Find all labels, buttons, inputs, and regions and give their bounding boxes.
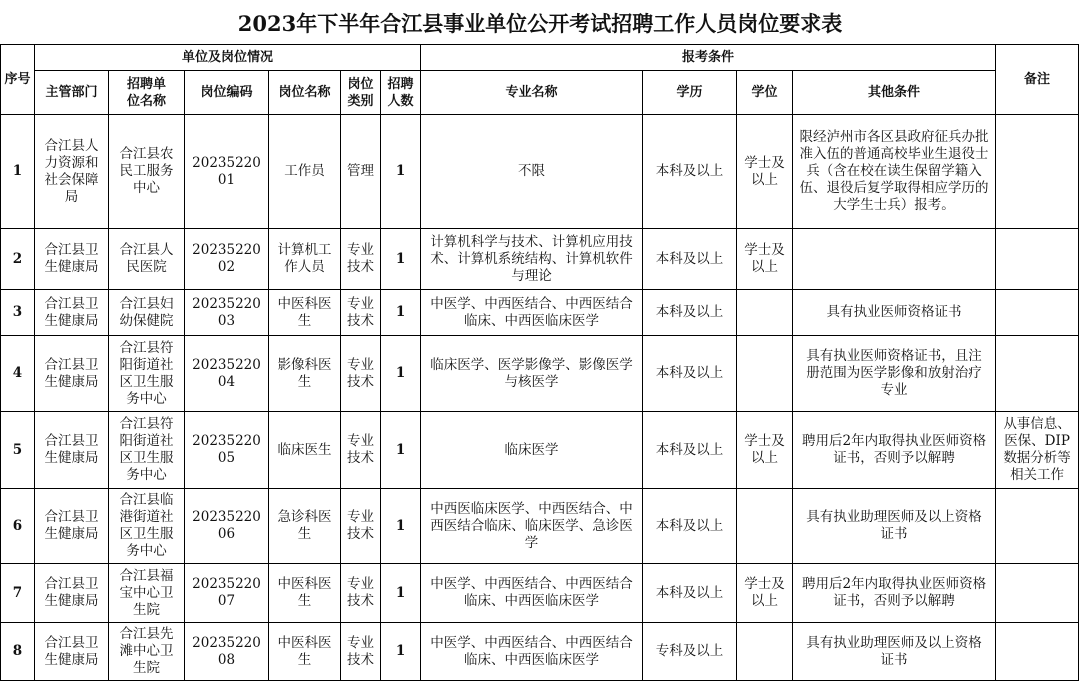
row-other: 具有执业医师资格证书，且注册范围为医学影像和放射治疗专业: [793, 336, 996, 412]
row-major: 临床医学: [421, 412, 643, 489]
header-remark: 备注: [996, 45, 1079, 115]
row-seq: 8: [1, 623, 35, 681]
header-major: 专业名称: [421, 71, 643, 115]
header-group-conditions: 报考条件: [421, 45, 996, 71]
table-row: [1, 115, 1079, 229]
table-row: [1, 489, 1079, 564]
row-other: [793, 229, 996, 290]
row-dept: 合江县卫生健康局: [35, 623, 109, 681]
row-remark: 从事信息、医保、DIP数据分析等相关工作: [996, 412, 1079, 489]
row-major: 不限: [421, 115, 643, 229]
row-seq: 4: [1, 336, 35, 412]
row-unit: 合江县福宝中心卫生院: [109, 564, 185, 623]
row-dept: 合江县卫生健康局: [35, 564, 109, 623]
row-degree: 学士及以上: [737, 412, 793, 489]
row-degree: [737, 489, 793, 564]
row-code: 2023522001: [185, 115, 269, 229]
row-post: 中医科医生: [269, 564, 341, 623]
row-other: 具有执业助理医师及以上资格证书: [793, 623, 996, 681]
row-type: 专业技术: [341, 290, 381, 336]
row-other: 具有执业助理医师及以上资格证书: [793, 489, 996, 564]
table-row: [1, 290, 1079, 336]
row-unit: 合江县符阳街道社区卫生服务中心: [109, 412, 185, 489]
row-type: 专业技术: [341, 336, 381, 412]
header-group-unit: 单位及岗位情况: [35, 45, 421, 71]
row-remark: [996, 115, 1079, 229]
row-code: 2023522002: [185, 229, 269, 290]
header-dept: 主管部门: [35, 71, 109, 115]
row-count: 1: [381, 489, 421, 564]
header-code: 岗位编码: [185, 71, 269, 115]
table-row: [1, 412, 1079, 489]
row-major: 计算机科学与技术、计算机应用技术、计算机系统结构、计算机软件与理论: [421, 229, 643, 290]
row-degree: 学士及以上: [737, 115, 793, 229]
row-remark: [996, 564, 1079, 623]
row-edu: 本科及以上: [643, 412, 737, 489]
row-dept: 合江县卫生健康局: [35, 290, 109, 336]
row-edu: 本科及以上: [643, 336, 737, 412]
row-unit: 合江县农民工服务中心: [109, 115, 185, 229]
row-major: 临床医学、医学影像学、影像医学与核医学: [421, 336, 643, 412]
row-dept: 合江县卫生健康局: [35, 489, 109, 564]
header-seq: 序号: [1, 45, 35, 115]
row-seq: 5: [1, 412, 35, 489]
row-count: 1: [381, 229, 421, 290]
row-code: 2023522003: [185, 290, 269, 336]
row-edu: 本科及以上: [643, 115, 737, 229]
header-edu: 学历: [643, 71, 737, 115]
row-edu: 本科及以上: [643, 290, 737, 336]
row-unit: 合江县妇幼保健院: [109, 290, 185, 336]
table-row: [1, 336, 1079, 412]
table-row: [1, 623, 1079, 681]
row-degree: [737, 290, 793, 336]
row-other: 聘用后2年内取得执业医师资格证书，否则予以解聘: [793, 412, 996, 489]
row-code: 2023522005: [185, 412, 269, 489]
row-type: 专业技术: [341, 564, 381, 623]
table-row: [1, 229, 1079, 290]
row-code: 2023522006: [185, 489, 269, 564]
page-title: 2023年下半年合江县事业单位公开考试招聘工作人员岗位要求表: [237, 11, 843, 36]
row-post: 影像科医生: [269, 336, 341, 412]
row-remark: [996, 336, 1079, 412]
row-unit: 合江县符阳街道社区卫生服务中心: [109, 336, 185, 412]
row-dept: 合江县卫生健康局: [35, 336, 109, 412]
row-count: 1: [381, 623, 421, 681]
row-other: 限经泸州市各区县政府征兵办批准入伍的普通高校毕业生退役士兵（含在校在读生保留学籍入伍、退役后复学取得相应学历的大学生士兵）报考。: [793, 115, 996, 229]
row-remark: [996, 623, 1079, 681]
row-seq: 2: [1, 229, 35, 290]
row-edu: 本科及以上: [643, 489, 737, 564]
row-seq: 6: [1, 489, 35, 564]
row-code: 2023522007: [185, 564, 269, 623]
row-count: 1: [381, 412, 421, 489]
row-type: 专业技术: [341, 623, 381, 681]
table-row: [1, 564, 1079, 623]
header-unit: 招聘单位名称: [109, 71, 185, 115]
row-major: 中西医临床医学、中西医结合、中西医结合临床、临床医学、急诊医学: [421, 489, 643, 564]
row-code: 2023522004: [185, 336, 269, 412]
row-type: 专业技术: [341, 489, 381, 564]
row-count: 1: [381, 115, 421, 229]
row-other: 聘用后2年内取得执业医师资格证书，否则予以解聘: [793, 564, 996, 623]
row-dept: 合江县卫生健康局: [35, 229, 109, 290]
row-code: 2023522008: [185, 623, 269, 681]
header-degree: 学位: [737, 71, 793, 115]
row-remark: [996, 489, 1079, 564]
row-degree: [737, 336, 793, 412]
row-seq: 1: [1, 115, 35, 229]
row-type: 管理: [341, 115, 381, 229]
row-post: 临床医生: [269, 412, 341, 489]
row-edu: 专科及以上: [643, 623, 737, 681]
job-requirements-table: [0, 44, 1079, 681]
row-remark: [996, 229, 1079, 290]
row-seq: 7: [1, 564, 35, 623]
row-unit: 合江县临港街道社区卫生服务中心: [109, 489, 185, 564]
row-dept: 合江县卫生健康局: [35, 412, 109, 489]
row-other: 具有执业医师资格证书: [793, 290, 996, 336]
row-type: 专业技术: [341, 412, 381, 489]
row-edu: 本科及以上: [643, 564, 737, 623]
row-major: 中医学、中西医结合、中西医结合临床、中西医临床医学: [421, 564, 643, 623]
row-degree: 学士及以上: [737, 564, 793, 623]
row-edu: 本科及以上: [643, 229, 737, 290]
row-major: 中医学、中西医结合、中西医结合临床、中西医临床医学: [421, 290, 643, 336]
row-type: 专业技术: [341, 229, 381, 290]
row-degree: 学士及以上: [737, 229, 793, 290]
row-unit: 合江县先滩中心卫生院: [109, 623, 185, 681]
row-post: 中医科医生: [269, 290, 341, 336]
header-other: 其他条件: [793, 71, 996, 115]
row-count: 1: [381, 564, 421, 623]
row-dept: 合江县人力资源和社会保障局: [35, 115, 109, 229]
row-post: 工作员: [269, 115, 341, 229]
row-remark: [996, 290, 1079, 336]
header-count: 招聘人数: [381, 71, 421, 115]
header-type: 岗位类别: [341, 71, 381, 115]
row-major: 中医学、中西医结合、中西医结合临床、中西医临床医学: [421, 623, 643, 681]
header-post: 岗位名称: [269, 71, 341, 115]
row-count: 1: [381, 336, 421, 412]
row-seq: 3: [1, 290, 35, 336]
row-post: 中医科医生: [269, 623, 341, 681]
row-degree: [737, 623, 793, 681]
row-count: 1: [381, 290, 421, 336]
row-post: 计算机工作人员: [269, 229, 341, 290]
row-post: 急诊科医生: [269, 489, 341, 564]
row-unit: 合江县人民医院: [109, 229, 185, 290]
